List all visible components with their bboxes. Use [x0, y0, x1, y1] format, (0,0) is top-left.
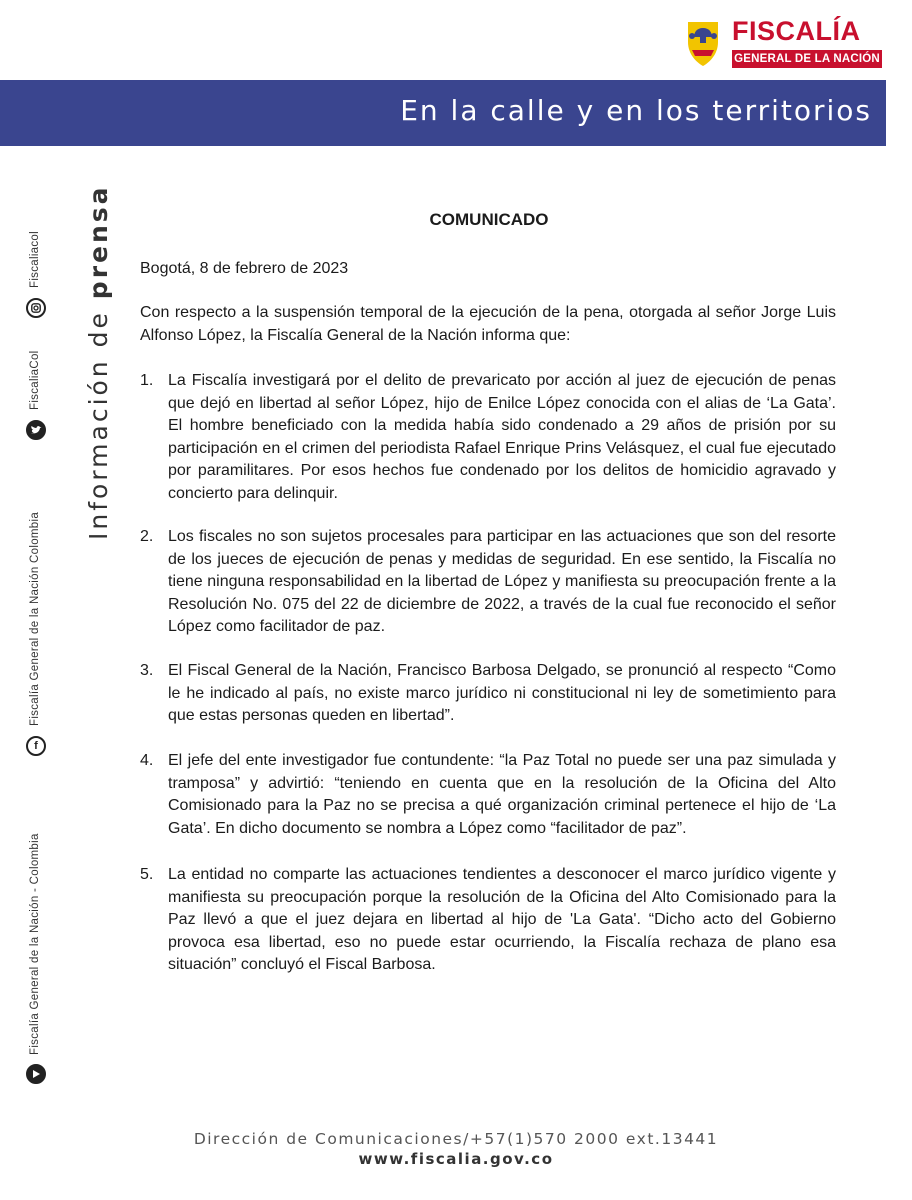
- document-heading: COMUNICADO: [429, 210, 549, 229]
- sidebar-title-bold: prensa: [84, 184, 113, 300]
- social-facebook-label[interactable]: Fiscalía General de la Nación Colombia: [29, 511, 41, 726]
- instagram-icon[interactable]: [26, 298, 46, 318]
- twitter-icon[interactable]: [26, 420, 46, 440]
- list-item-number: 1.: [140, 372, 154, 389]
- list-item-number: 2.: [140, 528, 154, 545]
- social-instagram-label[interactable]: Fiscaliacol: [29, 231, 41, 288]
- slogan: En la calle y en los territorios: [400, 94, 872, 127]
- document-date: Bogotá, 8 de febrero de 2023: [140, 260, 349, 277]
- sidebar-title: [84, 184, 113, 540]
- social-twitter-label[interactable]: FiscaliaCol: [29, 350, 41, 410]
- facebook-icon[interactable]: f: [26, 736, 46, 756]
- list-item-text: El Fiscal General de la Nación, Francisco Barbosa Delgado, se pronunció al respecto “Como le he indicado al país, no existe marco jurídico ni constitucional ni ley de sometimiento para que estas personas queden en libertad”.: [168, 662, 836, 724]
- list-item-number: 3.: [140, 662, 154, 679]
- brand-subtitle: GENERAL DE LA NACIÓN: [732, 50, 882, 68]
- list-item-text: El jefe del ente investigador fue contundente: “la Paz Total no puede ser una paz simulada y tramposa” y advirtió: “teniendo en cuenta que en la resolución de la Oficina del Alto Comisionado para la Paz no se precisa a qué organización criminal pertenece el hijo de ‘La Gata’. En dicho documento se nombra a López como “facilitador de paz”.: [168, 752, 836, 837]
- header-banner: [0, 80, 886, 146]
- social-youtube-label[interactable]: Fiscalía General de la Nación - Colombia: [29, 833, 41, 1055]
- footer-contact: Dirección de Comunicaciones/+57(1)570 2000 ext.13441: [193, 1130, 719, 1148]
- list-item-text: Los fiscales no son sujetos procesales para participar en las actuaciones que son del resorte de los jueces de ejecución de penas y medidas de seguridad. En ese sentido, la Fiscalía no tiene ninguna responsabilidad en la libertad de López y manifiesta su preocupación frente a la Resolución No. 075 del 22 de diciembre de 2022, a través de la cual fue reconocido el señor López como facilitador de paz.: [168, 528, 836, 635]
- list-item-number: 5.: [140, 866, 154, 883]
- footer: [0, 1130, 912, 1168]
- list-item-text: La Fiscalía investigará por el delito de prevaricato por acción al juez de ejecución de penas que dejó en libertad al señor López, hijo de Enilce López conocida con el alias de ‘La Gata’. El hombre beneficiado con la medida había sido condenado a 29 años de prisión por su participación en el crimen del periodista Rafael Enrique Prins Velásquez, el cual fue ejecutado por paramilitares. Por esos hechos fue condenado por los delitos de homicidio agravado y concierto para delinquir.: [168, 372, 836, 502]
- document-intro: Con respecto a la suspensión temporal de la ejecución de la pena, otorgada al señor Jorge Luis Alfonso López, la Fiscalía General de la Nación informa que:: [140, 304, 836, 344]
- sidebar-title-light: Información de: [84, 299, 113, 540]
- footer-website-link[interactable]: www.fiscalia.gov.co: [358, 1150, 554, 1168]
- list-item-text: La entidad no comparte las actuaciones tendientes a desconocer el marco jurídico vigente y manifiesta su preocupación porque la resolución de la Oficina del Alto Comisionado para la Paz llevó a que el juez dejara en libertad al hijo de 'La Gata'. “Dicho acto del Gobierno provoca esa libertad, eso no puede estar ocurriendo, la Fiscalía rechaza de plano esa situación” concluyó el Fiscal Barbosa.: [168, 866, 836, 973]
- shield-icon: [680, 16, 726, 68]
- list-item-number: 4.: [140, 752, 154, 769]
- fiscalia-logo: [680, 16, 892, 70]
- youtube-icon[interactable]: [26, 1064, 46, 1084]
- brand-name: FISCALÍA: [732, 16, 861, 46]
